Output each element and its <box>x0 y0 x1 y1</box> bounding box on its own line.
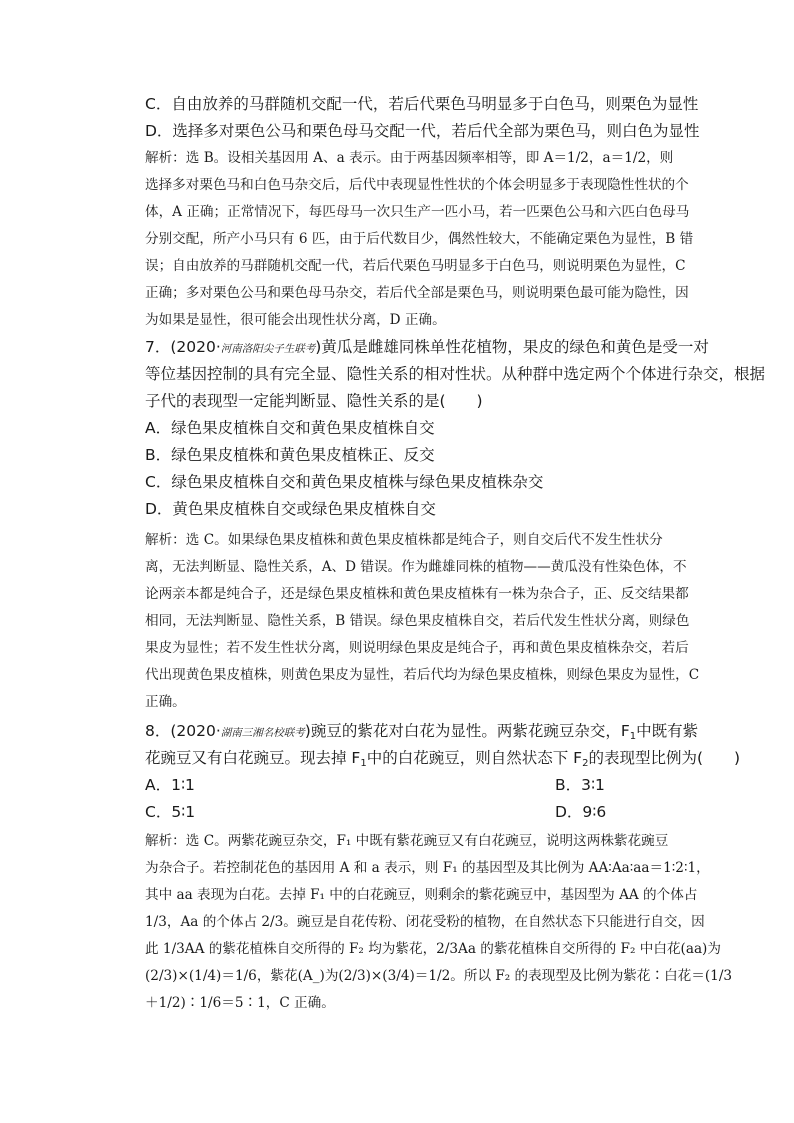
option-b-q7: B．绿色果皮植株和黄色果皮植株正、反交 <box>145 446 435 464</box>
analysis-q8-line: 为杂合子。若控制花色的基因用 A 和 a 表示，则 F₁ 的基因型及其比例为 AA∶Aa∶aa＝1∶2∶1， <box>145 860 710 876</box>
analysis-q7-line: 果皮为显性；若不发生性状分离，则说明绿色果皮是纯合子，再和黄色果皮植株杂交，若后 <box>145 640 689 656</box>
question-source: 湖南三湘名校联考 <box>220 727 305 739</box>
option-d-q8: D．9∶6 <box>555 803 607 821</box>
analysis-q8-line: 其中 aa 表现为白花。去掉 F₁ 中的白花豌豆，则剩余的紫花豌豆中，基因型为 AA 的个体占 <box>145 887 698 903</box>
option-c-q7: C．绿色果皮植株自交和黄色果皮植株与绿色果皮植株杂交 <box>145 473 544 491</box>
question-text: 花豌豆又有白花豌豆。现去掉 F <box>145 749 361 767</box>
options-row <box>145 775 685 795</box>
option-d-q7: D．黄色果皮植株自交或绿色果皮植株自交 <box>145 500 436 518</box>
analysis-q6-line: 解析：选 B。设相关基因用 A、a 表示。由于两基因频率相等，即 A＝1/2，a＝1/2，则 <box>145 150 674 166</box>
option-c-q8: C．5∶1 <box>145 803 196 821</box>
question-number: 8．(2020· <box>145 722 221 740</box>
subscript: 1 <box>629 731 637 742</box>
analysis-q8-line: ＋1/2)∶1/6＝5∶1，C 正确。 <box>145 995 335 1011</box>
analysis-q7-line: 正确。 <box>145 694 186 710</box>
analysis-q8-line: 此 1/3AA 的紫花植株自交所得的 F₂ 均为紫花，2/3Aa 的紫花植株自交所得的 F₂ 中白花(aa)为 <box>145 941 721 957</box>
question-8-stem <box>145 748 741 774</box>
option-d-q6: D．选择多对栗色公马和栗色母马交配一代，若后代全部为栗色马，则白色为显性 <box>145 122 700 140</box>
question-text: 的表现型比例为( ) <box>588 749 741 767</box>
analysis-q7-line: 离，无法判断显、隐性关系，A、D 错误。作为雌雄同株的植物——黄瓜没有性染色体，不 <box>145 559 687 575</box>
option-c-q6: C．自由放养的马群随机交配一代，若后代栗色马明显多于白色马，则栗色为显性 <box>145 95 699 113</box>
question-text: 中既有紫 <box>636 722 699 740</box>
analysis-q6-line: 正确；多对栗色公马和栗色母马杂交，若后代全部是栗色马，则说明栗色最可能为隐性，因 <box>145 285 689 301</box>
question-source: 河南洛阳尖子生联考 <box>220 343 316 355</box>
question-text: )黄瓜是雌雄同株单性花植物，果皮的绿色和黄色是受一对 <box>315 338 709 356</box>
analysis-q7-line: 解析：选 C。如果绿色果皮植株和黄色果皮植株都是纯合子，则自交后代不发生性状分 <box>145 532 663 548</box>
options-row <box>145 802 685 822</box>
analysis-q8-line: 解析：选 C。两紫花豌豆杂交，F₁ 中既有紫花豌豆又有白花豌豆，说明这两株紫花豌豆 <box>145 833 669 849</box>
option-a-q8: A．1∶1 <box>145 776 195 794</box>
analysis-q7-line: 代出现黄色果皮植株，则黄色果皮为显性，若后代均为绿色果皮植株，则绿色果皮为显性，C <box>145 667 700 683</box>
question-8-stem <box>145 721 699 747</box>
question-text: 中的白花豌豆，则自然状态下 F <box>366 749 583 767</box>
question-7-stem: 等位基因控制的具有完全显、隐性关系的相对性状。从种群中选定两个个体进行杂交，根据 <box>145 365 766 383</box>
analysis-q8-line: (2/3)×(1/4)＝1/6，紫花(A_)为(2/3)×(3/4)＝1/2。所以 F₂ 的表现型及比例为紫花∶白花＝(1/3 <box>145 968 733 984</box>
analysis-q7-line: 相同，无法判断显、隐性关系，B 错误。绿色果皮植株自交，若后代发生性状分离，则绿色 <box>145 613 690 629</box>
question-text: )豌豆的紫花对白花为显性。两紫花豌豆杂交，F <box>304 722 630 740</box>
analysis-q8-line: 1/3，Aa 的个体占 2/3。豌豆是自花传粉、闭花受粉的植物，在自然状态下只能进行自交，因 <box>145 914 705 930</box>
analysis-q6-line: 体，A 正确；正常情况下，每匹母马一次只生产一匹小马，若一匹栗色公马和六匹白色母马 <box>145 204 690 220</box>
analysis-q6-line: 选择多对栗色马和白色马杂交后，后代中表现显性性状的个体会明显多于表现隐性性状的个 <box>145 177 689 193</box>
analysis-q7-line: 论两亲本都是纯合子，还是绿色果皮植株和黄色果皮植株有一株为杂合子，正、反交结果都 <box>145 586 689 602</box>
analysis-q6-line: 分别交配，所产小马只有 6 匹，由于后代数目少，偶然性较大，不能确定栗色为显性，B 错 <box>145 231 694 247</box>
subscript: 1 <box>360 758 367 769</box>
question-7-stem: 子代的表现型一定能判断显、隐性关系的是( ) <box>145 392 483 410</box>
question-number: 7．(2020· <box>145 338 221 356</box>
analysis-q6-line: 误；自由放养的马群随机交配一代，若后代栗色马明显多于白色马，则说明栗色为显性，C <box>145 258 686 274</box>
subscript: 2 <box>582 758 589 769</box>
option-b-q8: B．3∶1 <box>555 776 605 794</box>
option-a-q7: A．绿色果皮植株自交和黄色果皮植株自交 <box>145 419 435 437</box>
question-7-stem <box>145 337 709 359</box>
analysis-q6-line: 为如果是显性，很可能会出现性状分离，D 正确。 <box>145 312 446 328</box>
